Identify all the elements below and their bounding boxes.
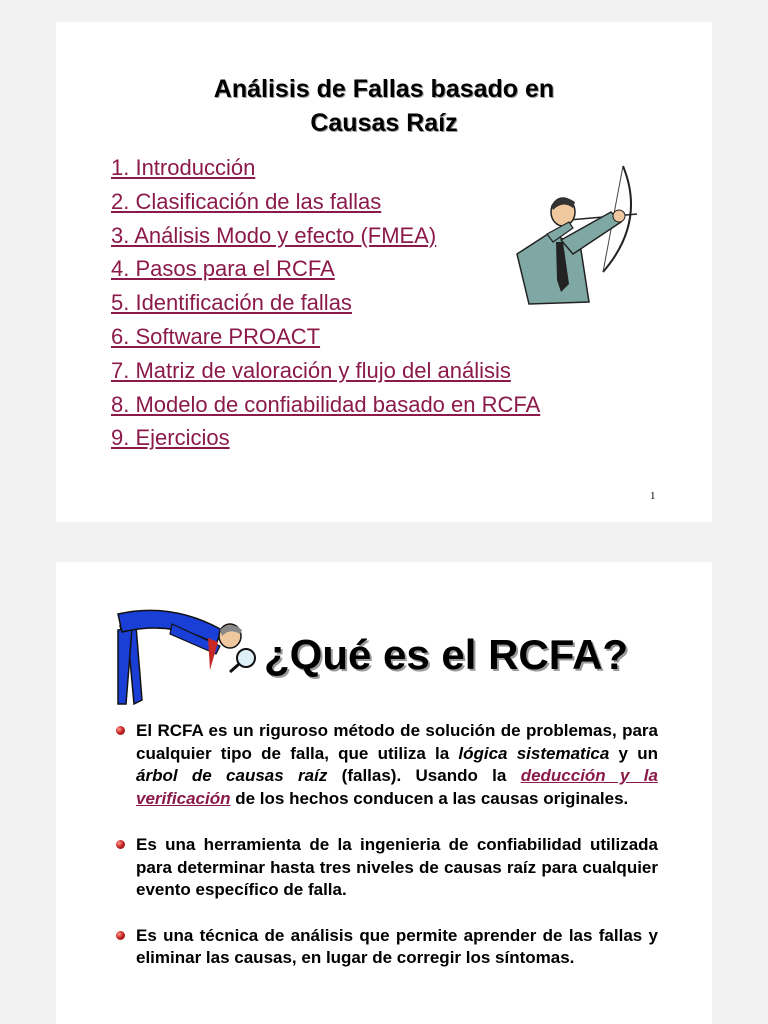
bullet-item <box>112 834 658 902</box>
toc-link-pasos-rcfa[interactable]: 4. Pasos para el RCFA <box>111 256 335 282</box>
bullet-item <box>112 720 658 810</box>
slide-2 <box>56 562 712 1024</box>
toc-link-introduccion[interactable]: 1. Introducción <box>111 155 256 180</box>
toc-item <box>111 222 540 256</box>
bullet-text: El RCFA es un riguroso método de solución de problemas, para cualquier tipo de falla, que utiliza la <box>136 721 658 763</box>
toc-item <box>111 154 540 188</box>
toc-link-modelo[interactable]: 8. Modelo de confiabilidad basado en RCFA <box>111 391 541 417</box>
archer-illustration <box>511 162 651 308</box>
bullet-text: Es una técnica de análisis que permite aprender de las fallas y eliminar las causas, en lugar de corregir los síntomas. <box>136 925 658 967</box>
toc-link-identificacion[interactable]: 5. Identificación de fallas <box>111 290 352 316</box>
slide-1 <box>56 22 712 522</box>
page-number: 1 <box>650 490 656 502</box>
toc-item <box>111 323 540 357</box>
red-ball-bullet-icon <box>116 931 125 940</box>
bullet-text: (fallas). Usando la <box>327 766 521 785</box>
toc-link-clasificacion[interactable]: 2. Clasificación de las fallas <box>111 188 382 214</box>
toc-item <box>111 289 540 323</box>
red-ball-bullet-icon <box>116 726 125 735</box>
bullet-text: y un <box>609 743 658 763</box>
slide-1-title-line-2: Causas Raíz <box>310 109 458 137</box>
slide-1-title-line-1: Análisis de Fallas basado en <box>213 75 555 103</box>
toc-link-software[interactable]: 6. Software PROACT <box>111 323 321 349</box>
toc-link-fmea[interactable]: 3. Análisis Modo y efecto (FMEA) <box>111 222 437 248</box>
toc-item <box>111 255 540 289</box>
inspector-illustration <box>112 600 262 706</box>
red-ball-bullet-icon <box>116 840 125 849</box>
bullet-list <box>112 720 658 970</box>
table-of-contents <box>111 154 540 458</box>
slide-1-title <box>56 72 712 140</box>
toc-item <box>111 391 540 425</box>
slide-2-title: ¿Qué es el RCFA? <box>264 631 629 678</box>
toc-item <box>111 188 540 222</box>
toc-item <box>111 424 540 458</box>
toc-link-matriz[interactable]: 7. Matriz de valoración y flujo del análisis <box>111 357 511 383</box>
bullet-italic-text: lógica sistematica <box>458 743 610 763</box>
bullet-text: Es una herramienta de la ingenieria de confiabilidad utilizada para determinar hasta tres niveles de causas raíz para cualquier evento específico de falla. <box>136 835 658 899</box>
deduccion-link[interactable]: deducción y la verificación <box>136 766 658 808</box>
toc-item <box>111 357 540 391</box>
bullet-text: de los hechos conducen a las causas originales. <box>230 788 629 808</box>
bullet-italic-text: árbol de causas raíz <box>136 766 328 785</box>
bullet-item <box>112 925 658 970</box>
toc-link-ejercicios[interactable]: 9. Ejercicios <box>111 425 230 451</box>
